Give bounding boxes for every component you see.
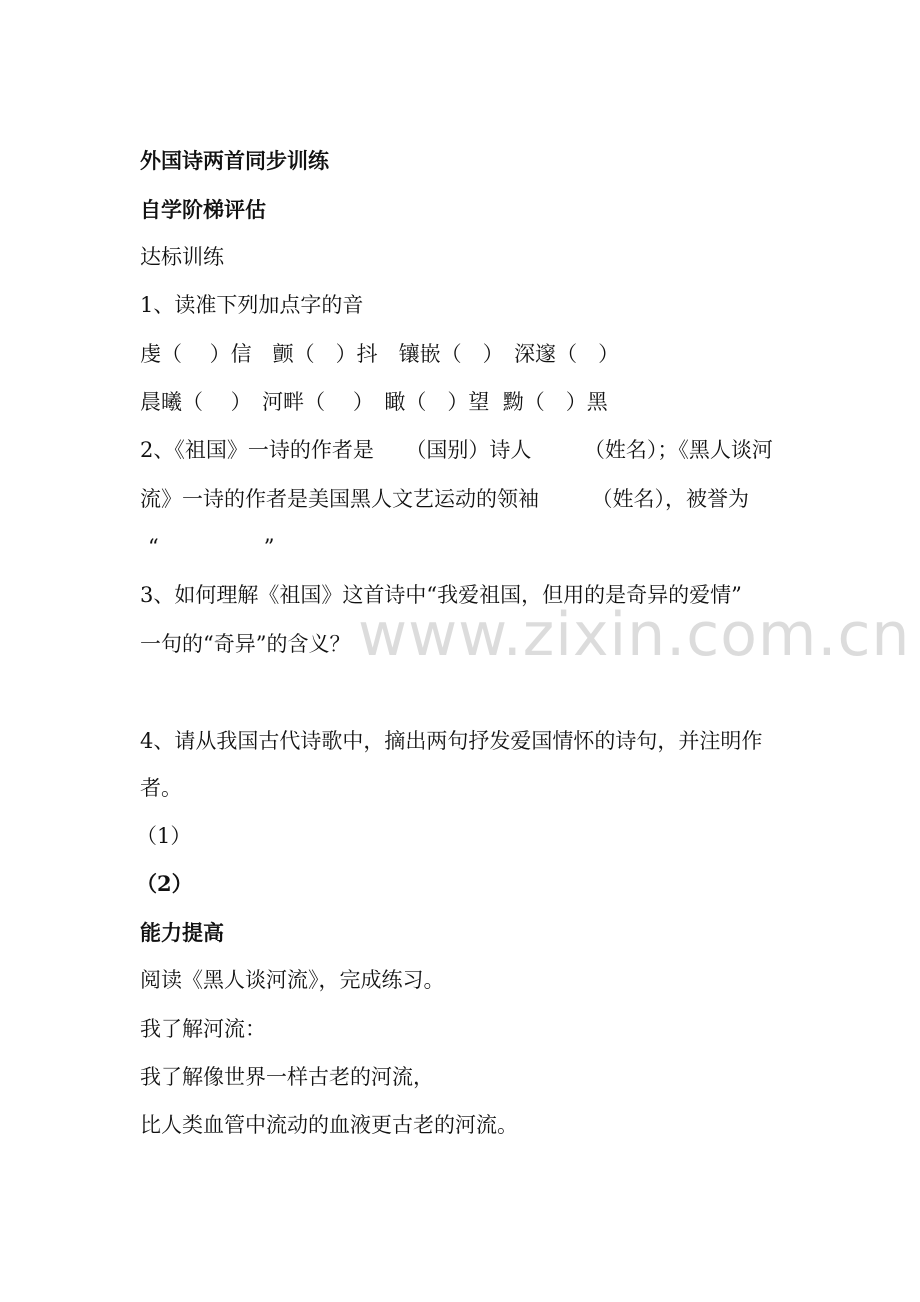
question-1-prompt: 1、读准下列加点字的音 [140, 293, 364, 317]
question-4-line-2: 者。 [140, 776, 182, 800]
question-2-line-3: “ ” [148, 535, 275, 559]
question-4-item-2: （2） [136, 871, 193, 896]
question-3-line-1: 3、如何理解《祖国》这首诗中“我爱祖国，但用的是奇异的爱情” [140, 583, 742, 607]
reading-intro: 阅读《黑人谈河流》，完成练习。 [140, 968, 445, 992]
section-heading-ability: 能力提高 [140, 920, 224, 945]
document-title: 外国诗两首同步训练 [140, 148, 329, 173]
subsection-heading-practice: 达标训练 [140, 245, 224, 269]
question-2-line-2: 流》一诗的作者是美国黑人文艺运动的领袖 （姓名），被誉为 [140, 487, 749, 511]
poem-line-2: 我了解像世界一样古老的河流， [140, 1065, 434, 1089]
poem-line-1: 我了解河流： [140, 1017, 266, 1041]
question-4-item-1: （1） [136, 824, 192, 848]
poem-line-3: 比人类血管中流动的血液更古老的河流。 [140, 1113, 518, 1137]
question-2-line-1: 2、《祖国》一诗的作者是 （国别）诗人 （姓名）；《黑人谈河 [140, 438, 773, 462]
question-1-row-1: 虔（ ）信 颤（ ）抖 镶嵌（ ） 深邃（ ） [140, 342, 620, 366]
section-heading-self-study: 自学阶梯评估 [140, 197, 266, 222]
question-4-line-1: 4、请从我国古代诗歌中，摘出两句抒发爱国情怀的诗句，并注明作 [140, 729, 763, 753]
watermark: www.zixin.com.cn [358, 600, 911, 670]
question-3-line-2: 一句的“奇异”的含义？ [140, 632, 351, 656]
question-1-row-2: 晨曦（ ） 河畔（ ） 瞰（ ）望 黝（ ）黑 [140, 390, 608, 414]
